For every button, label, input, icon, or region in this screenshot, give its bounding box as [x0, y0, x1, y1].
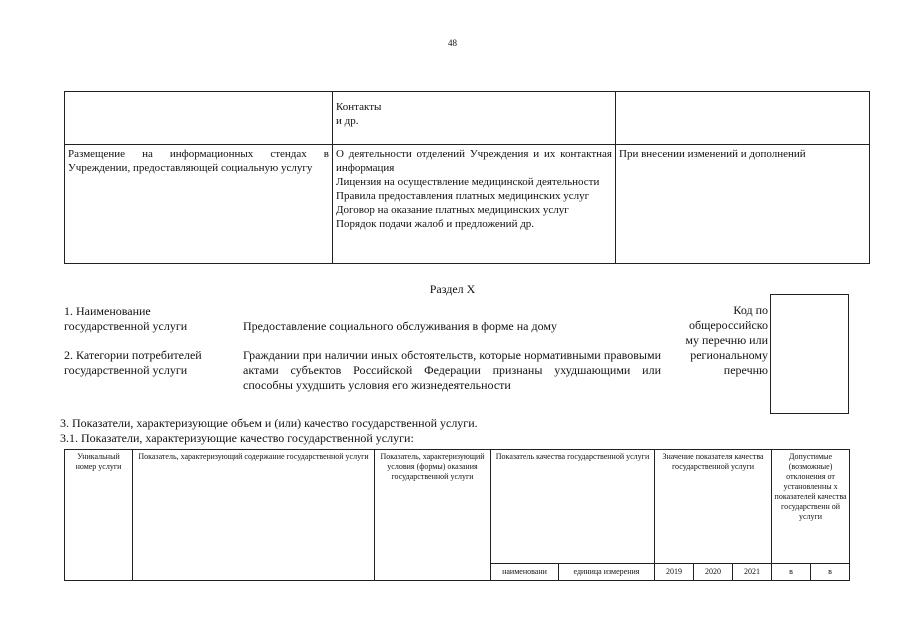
contacts-line: Контакты [336, 101, 382, 113]
categories-value: Граждании при наличии иных обстоятельств, которые нормативными правовыми актами субъектов Российской Федерации признаны ухудшающими или способны ухудшить условия его жизнедеятельности [243, 348, 661, 392]
page-number: 48 [448, 38, 457, 48]
header-allowed-deviation: Допустимые (возможные) отклонения от установленны х показателей качества государственн ой услуги [772, 450, 850, 564]
code-box [770, 294, 849, 414]
indicators-heading: 3. Показатели, характеризующие объем и (или) качество государственной услуги. [60, 416, 478, 430]
table-header-row [65, 450, 850, 564]
quality-indicators-table [64, 449, 850, 581]
contacts-line: и др. [336, 115, 359, 127]
header-conditions-indicator: Показатель, характеризующий условия (формы) оказания государственной услуги [375, 450, 491, 581]
service-name-label: 1. Наименование государственной услуги [64, 304, 188, 333]
subheader-year: 2019 [655, 564, 694, 581]
header-unique-number: Уникальный номер услуги [65, 450, 133, 581]
header-content-indicator: Показатель, характеризующий содержание государственной услуги [133, 450, 375, 581]
content-item: Лицензия на осуществление медицинской деятельности [336, 176, 600, 188]
table-cell [616, 92, 870, 145]
table-row [65, 145, 870, 264]
subheader-deviation: в [772, 564, 811, 581]
table-row [65, 92, 870, 145]
service-name-value: Предоставление социального обслуживания в форме на дому [243, 319, 557, 333]
update-frequency-cell: При внесении изменений и дополнений [616, 145, 870, 264]
content-item: О деятельности отделений Учреждения и их контактная информация [336, 148, 612, 174]
placement-content-cell [333, 145, 616, 264]
info-placement-table [64, 91, 870, 264]
header-indicator-value: Значение показателя качества государственной услуги [655, 450, 772, 564]
content-item: Порядок подачи жалоб и предложений др. [336, 218, 535, 230]
table-cell [333, 92, 616, 145]
placement-method-cell: Размещение на информационных стендах в Учреждении, предоставляющей социальную услугу [65, 145, 333, 264]
categories-label: 2. Категории потребителей государственной услуги [64, 348, 202, 377]
table-cell [65, 92, 333, 145]
header-quality-indicator: Показатель качества государственной услуги [491, 450, 655, 564]
subheader-unit: единица измерения [559, 564, 655, 581]
subheader-year: 2021 [733, 564, 772, 581]
content-item: Правила предоставления платных медицинских услуг [336, 190, 590, 202]
subheader-deviation: в [811, 564, 850, 581]
section-title: Раздел X [429, 282, 476, 296]
code-label: Код по общероссийско му перечню или региональному перечню [685, 303, 768, 377]
subheader-name: наименовани [491, 564, 559, 581]
subheader-year: 2020 [694, 564, 733, 581]
quality-indicators-heading: 3.1. Показатели, характеризующие качество государственной услуги: [60, 431, 414, 445]
content-item: Договор на оказание платных медицинских услуг [336, 204, 569, 216]
